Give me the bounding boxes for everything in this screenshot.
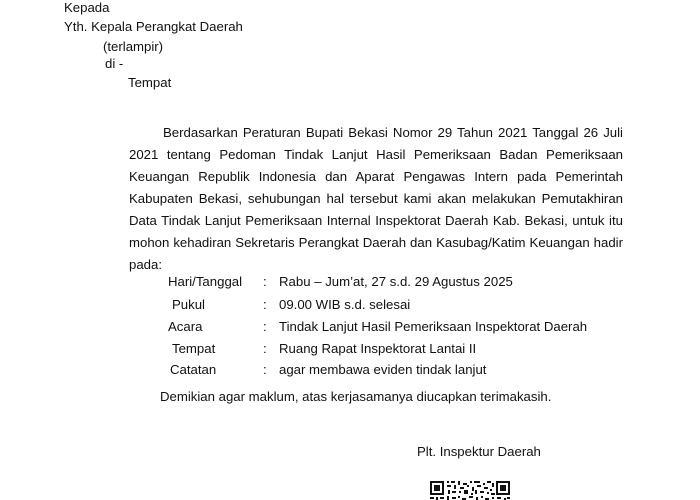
detail-label: Hari/Tanggal: [168, 274, 243, 289]
body-paragraph: [129, 122, 623, 276]
detail-colon: :: [263, 341, 267, 356]
detail-value: agar membawa eviden tindak lanjut: [279, 362, 487, 377]
body-paragraph-text: Berdasarkan Peraturan Bupati Bekasi Nomor 29 Tahun 2021 Tanggal 26 Juli 2021 tentang Pedoman Tindak Lanjut Hasil Pemeriksaan Badan Pemeriksaan Keuangan Republik Indonesia dan Aparat Pengawas Intern pada Pemerintah Kabupaten Bekasi, sehubungan hal tersebut kami akan melakukan Pemutakhiran Data Tindak Lanjut Pemeriksaan Internal Inspektorat Daerah Kab. Bekasi, untuk itu mohon kehadiran Sekretaris Perangkat Daerah dan Kasubag/Katim Keuangan hadir pada:: [129, 125, 623, 272]
address-location-prefix: di -: [105, 56, 124, 71]
detail-colon: :: [263, 362, 267, 377]
address-attachment-note: (terlampir): [103, 39, 164, 54]
detail-value: Rabu – Jum’at, 27 s.d. 29 Agustus 2025: [279, 274, 513, 289]
detail-label: Acara: [168, 319, 203, 334]
detail-colon: :: [263, 297, 267, 312]
address-location: Tempat: [128, 75, 172, 90]
detail-label: Pukul: [172, 297, 205, 312]
detail-value: Ruang Rapat Inspektorat Lantai II: [279, 341, 477, 356]
detail-value: 09.00 WIB s.d. selesai: [279, 297, 411, 312]
address-recipient-label: Kepada: [64, 0, 110, 15]
signature-title: Plt. Inspektur Daerah: [417, 444, 541, 459]
qr-code-image: [430, 481, 510, 500]
detail-colon: :: [263, 274, 267, 289]
detail-colon: :: [263, 319, 267, 334]
detail-label: Tempat: [172, 341, 216, 356]
closing-text: Demikian agar maklum, atas kerjasamanya diucapkan terimakasih.: [160, 389, 552, 404]
detail-value: Tindak Lanjut Hasil Pemeriksaan Inspektorat Daerah: [279, 319, 588, 334]
detail-label: Catatan: [170, 362, 217, 377]
address-recipient: Yth. Kepala Perangkat Daerah: [64, 19, 243, 34]
